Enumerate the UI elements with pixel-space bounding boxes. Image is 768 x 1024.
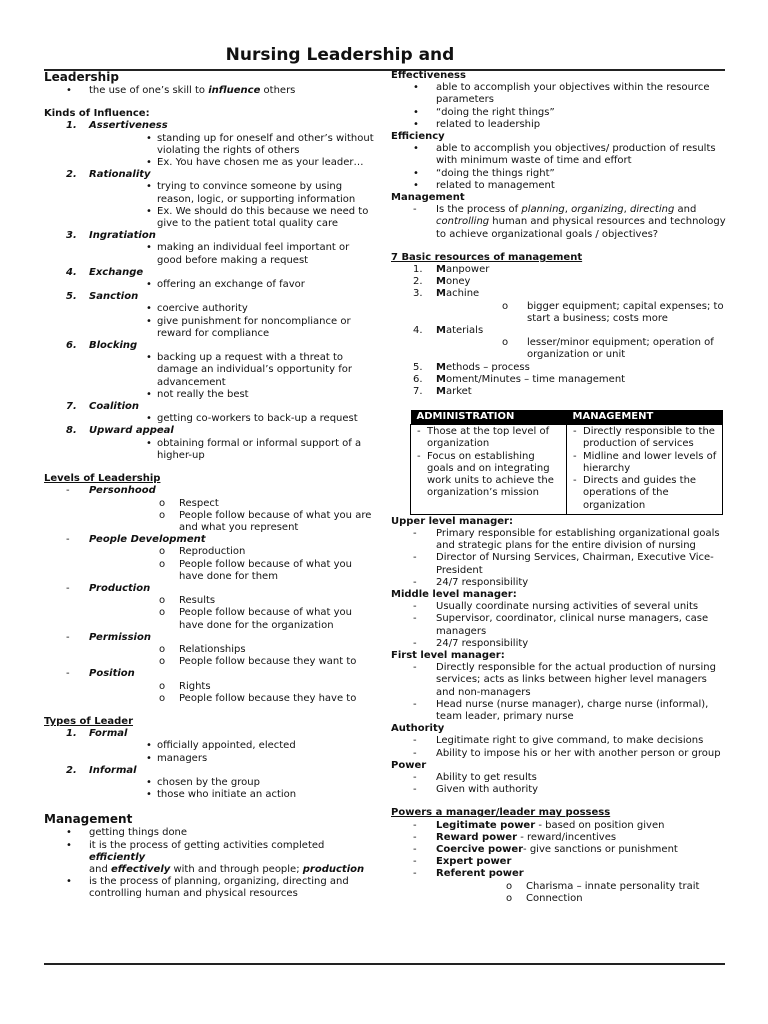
dash-icon: - (413, 819, 417, 831)
circle-bullet-icon: o (502, 337, 509, 349)
authority-heading: Authority (391, 723, 445, 735)
list-item: 1. Assertiveness • standing up for oneself and other’s without violating the rights of others • Ex. You have chosen me as your leader… (66, 120, 374, 169)
list-item: • able to accomplish you objectives/ production of results with minimum waste of time and effort (413, 143, 716, 167)
table-header-administration: ADMINISTRATION (411, 410, 567, 425)
dash-icon: - (413, 735, 417, 747)
list-item: o People follow because they want to (159, 656, 357, 668)
list-item: • officially appointed, elected (146, 740, 296, 752)
list-item: • getting things done (66, 827, 188, 839)
dash-icon: - (413, 784, 417, 796)
list-item: o Charisma – innate personality trait (506, 880, 700, 892)
bullet-icon: • (146, 437, 152, 449)
dash-icon: - (573, 426, 577, 438)
resources-list (391, 264, 726, 398)
dash-icon: - (413, 771, 417, 783)
dash-icon: - (413, 613, 417, 625)
management-heading-left: Management (44, 812, 133, 827)
list-item: • coercive authority (146, 303, 248, 315)
bullet-icon: • (66, 85, 72, 96)
list-item: 2. Informal • chosen by the group • those who initiate an action (44, 765, 374, 802)
dash-icon: - (413, 831, 417, 843)
list-item: - Position o Rights o People follow because they have to (44, 668, 374, 705)
dash-icon: - (66, 668, 70, 680)
bullet-icon: • (413, 179, 419, 191)
list-item: - Supervisor, coordinator, clinical nurse managers, case managers (413, 613, 709, 637)
circle-bullet-icon: o (159, 558, 166, 570)
list-item: o lesser/minor equipment; operation of organization or unit (502, 337, 714, 361)
list-item: • related to leadership (413, 118, 541, 130)
table-header-management: MANAGEMENT (567, 410, 723, 425)
dash-icon: - (413, 527, 417, 539)
bullet-icon: • (146, 303, 152, 315)
bullet-icon: • (413, 118, 419, 130)
dash-icon: - (573, 450, 577, 462)
list-item: 3. Machine o bigger equipment; capital expenses; to start a business; costs more (391, 288, 726, 325)
power-heading: Power (391, 759, 427, 771)
list-item: • managers (146, 752, 208, 764)
left-column (44, 70, 374, 901)
dash-icon: - (413, 662, 417, 674)
list-item: 4. Exchange • offering an exchange of favor (44, 267, 374, 291)
list-item: - Given with authority (413, 784, 539, 796)
list-item: - Head nurse (nurse manager), charge nurse (informal), team leader, primary nurse (413, 698, 709, 722)
list-item: o Respect (159, 497, 219, 509)
list-item: - Ability to impose his or her with another person or group (413, 747, 721, 759)
circle-bullet-icon: o (159, 680, 166, 692)
list-item: - Reward power - reward/incentives (413, 831, 617, 843)
list-item: - Permission o Relationships o People follow because they want to (44, 632, 374, 669)
list-item: 6. Blocking • backing up a request with a threat to damage an individual’s opportunity for advancement • not really the best (44, 340, 374, 401)
bullet-icon: • (146, 242, 152, 254)
list-item: 7. Market (413, 386, 472, 398)
list-item: • those who initiate an action (146, 789, 297, 801)
bullet-icon: • (146, 776, 152, 788)
list-item: - Usually coordinate nursing activities of several units (413, 601, 699, 613)
bullet-icon: • (146, 315, 152, 327)
list-item: • making an individual feel important or good before making a request (146, 242, 350, 266)
list-item: 5. Methods – process (413, 361, 530, 373)
list-item: - Primary responsible for establishing organizational goals and strategic plans for the entire division of nursing (413, 527, 720, 552)
dash-icon: - (413, 868, 417, 880)
bullet-icon: • (413, 143, 419, 155)
list-item: 3. Ingratiation • making an individual feel important or good before making a request (44, 230, 374, 267)
list-item: 7. Coalition • getting co-workers to back-up a request (44, 401, 374, 425)
resources-heading: 7 Basic resources of management (391, 251, 583, 263)
list-item: 5. Sanction • coercive authority • give punishment for noncompliance or reward for compliance (44, 291, 374, 340)
list-item: - Director of Nursing Services, Chairman, Executive Vice- President (413, 552, 714, 576)
bullet-icon: • (413, 82, 419, 94)
list-item: 2. Rationality • trying to convince someone by using reason, logic, or supporting information • Ex. We should do this because we need to give to the patient total quality care (44, 169, 374, 230)
table-cell-item: - Midline and lower levels of hierarchy (573, 450, 717, 474)
list-item: 1. Formal • officially appointed, elected • managers (44, 728, 374, 765)
list-item: o People follow because of what you have done for the organization (159, 607, 353, 631)
list-item: • not really the best (146, 388, 249, 400)
list-item: o Rights (159, 680, 211, 692)
circle-bullet-icon: o (159, 546, 166, 558)
dash-icon: - (413, 601, 417, 613)
middle-level-heading: Middle level manager: (391, 588, 517, 600)
list-item: • “doing the things right” (413, 167, 555, 179)
types-of-leader-list (44, 728, 374, 801)
efficiency-heading: Efficiency (391, 131, 445, 143)
circle-bullet-icon: o (159, 692, 166, 704)
list-item: 2. Money (413, 276, 471, 288)
first-level-heading: First level manager: (391, 649, 505, 661)
effectiveness-heading: Effectiveness (391, 70, 466, 81)
table-cell-item: - Directs and guides the operations of the organization (573, 475, 697, 511)
circle-bullet-icon: o (159, 656, 166, 668)
list-item: 6. Moment/Minutes – time management (413, 373, 626, 385)
list-item: - People Development o Reproduction o People follow because of what you have done for them (44, 534, 374, 583)
kinds-of-influence-list (44, 120, 374, 462)
list-item: • “doing the right things” (413, 106, 555, 118)
list-item: o Reproduction (159, 546, 246, 558)
dash-icon: - (66, 534, 70, 546)
list-item: - Production o Results o People follow because of what you have done for the organization (44, 583, 374, 632)
table-cell-administration (411, 425, 567, 514)
list-item: • it is the process of getting activities completed efficiently and effectively with and through people; production (66, 839, 365, 875)
dash-icon: - (413, 856, 417, 868)
page-title: Nursing Leadership and (225, 45, 455, 65)
bullet-icon: • (413, 106, 419, 118)
dash-icon: - (413, 637, 417, 649)
list-item: - 24/7 responsibility (413, 576, 529, 588)
bullet-icon: • (146, 181, 152, 193)
circle-bullet-icon: o (502, 300, 509, 312)
circle-bullet-icon: o (506, 892, 513, 904)
powers-list (391, 820, 726, 905)
dash-icon: - (413, 747, 417, 759)
table-cell-item: - Focus on establishing goals and on integrating work units to achieve the organization’s mission (417, 450, 554, 499)
list-item: • Ex. You have chosen me as your leader… (146, 157, 364, 169)
list-item: 1. Manpower (413, 264, 490, 276)
upper-level-heading: Upper level manager: (391, 515, 513, 527)
levels-of-leadership-list (44, 485, 374, 705)
dash-icon: - (417, 450, 421, 462)
list-item: - Coercive power- give sanctions or punishment (413, 843, 678, 855)
dash-icon: - (413, 576, 417, 588)
list-item: o Results (159, 595, 216, 607)
list-item: - Directly responsible for the actual production of nursing services; acts as links between higher level managers and non-managers (413, 662, 716, 698)
list-item: - Personhood o Respect o People follow because of what you are and what you represent (44, 485, 374, 534)
list-item: - 24/7 responsibility (413, 637, 529, 649)
dash-icon: - (413, 204, 417, 216)
list-item: • getting co-workers to back-up a request (146, 413, 358, 425)
bullet-icon: • (146, 352, 152, 364)
bullet-icon: • (66, 876, 72, 888)
list-item: o Relationships (159, 643, 246, 655)
list-item: o People follow because they have to (159, 692, 357, 704)
bullet-icon: • (146, 157, 152, 169)
list-item: - Legitimate power - based on position given (413, 819, 665, 831)
list-item: • standing up for oneself and other’s without violating the rights of others (146, 132, 374, 156)
list-item: • offering an exchange of favor (146, 279, 305, 291)
bullet-icon: • (146, 740, 152, 752)
dash-icon: - (66, 582, 70, 594)
list-item: o People follow because of what you have done for them (159, 558, 353, 582)
management-heading-right: Management (391, 192, 465, 204)
leadership-heading: Leadership (44, 70, 119, 84)
list-item: • able to accomplish your objectives within the resource parameters (413, 82, 710, 106)
management-definition: - Is the process of planning, organizing, directing and controlling human and physical resources and technology to achieve organizational goals / objectives? (413, 204, 726, 240)
bullet-icon: • (146, 279, 152, 291)
circle-bullet-icon: o (159, 607, 166, 619)
list-item: - Legitimate right to give command, to make decisions (413, 735, 704, 747)
list-item: • backing up a request with a threat to damage an individual’s opportunity for advancement (146, 352, 352, 388)
management-list (44, 827, 374, 900)
list-item: • chosen by the group (146, 776, 260, 788)
dash-icon: - (413, 698, 417, 710)
bullet-icon: • (146, 388, 152, 400)
list-item: o Connection (506, 892, 583, 904)
list-item: • Ex. We should do this because we need to give to the patient total quality care (146, 205, 369, 230)
list-item: • related to management (413, 179, 555, 191)
circle-bullet-icon: o (159, 595, 166, 607)
list-item: • obtaining formal or informal support of a higher-up (146, 437, 362, 461)
circle-bullet-icon: o (159, 497, 166, 509)
bullet-icon: • (146, 205, 152, 217)
circle-bullet-icon: o (506, 880, 513, 892)
bullet-icon: • (66, 839, 72, 851)
table-cell-item: - Directly responsible to the production of services (573, 426, 715, 450)
circle-bullet-icon: o (159, 509, 166, 521)
bullet-icon: • (413, 167, 419, 179)
right-column (391, 70, 726, 905)
dash-icon: - (66, 485, 70, 497)
list-item: 4. Materials o lesser/minor equipment; operation of organization or unit (391, 325, 726, 362)
dash-icon: - (417, 426, 421, 438)
list-item: - Expert power (413, 856, 512, 868)
powers-heading: Powers a manager/leader may possess (391, 807, 611, 819)
dash-icon: - (413, 843, 417, 855)
dash-icon: - (413, 552, 417, 564)
bullet-icon: • (146, 132, 152, 144)
levels-heading: Levels of Leadership (44, 473, 161, 485)
bullet-icon: • (146, 789, 152, 801)
dash-icon: - (66, 631, 70, 643)
dash-icon: - (573, 475, 577, 487)
bottom-rule (44, 963, 725, 965)
list-item: • trying to convince someone by using reason, logic, or supporting information (146, 181, 356, 205)
administration-vs-management-table (410, 410, 723, 514)
list-item: - Ability to get results (413, 771, 537, 783)
list-item: • is the process of planning, organizing, directing and controlling human and physical resources (66, 876, 349, 900)
bullet-icon: • (146, 752, 152, 764)
table-cell-item: - Those at the top level of organization (417, 426, 550, 450)
list-item: - Referent power o Charisma – innate personality trait o Connection (391, 868, 726, 905)
bullet-icon: • (146, 413, 152, 425)
list-item: 8. Upward appeal • obtaining formal or informal support of a higher-up (44, 425, 374, 462)
table-cell-management (567, 425, 723, 514)
circle-bullet-icon: o (159, 643, 166, 655)
bullet-icon: • (66, 827, 72, 839)
list-item: o People follow because of what you are and what you represent (159, 509, 372, 533)
list-item: o bigger equipment; capital expenses; to start a business; costs more (502, 300, 724, 324)
types-heading: Types of Leader (44, 715, 134, 727)
list-item: • give punishment for noncompliance or reward for compliance (146, 315, 351, 339)
kinds-heading: Kinds of Influence: (44, 108, 150, 120)
leadership-definition: • the use of one’s skill to influence others (66, 85, 296, 96)
